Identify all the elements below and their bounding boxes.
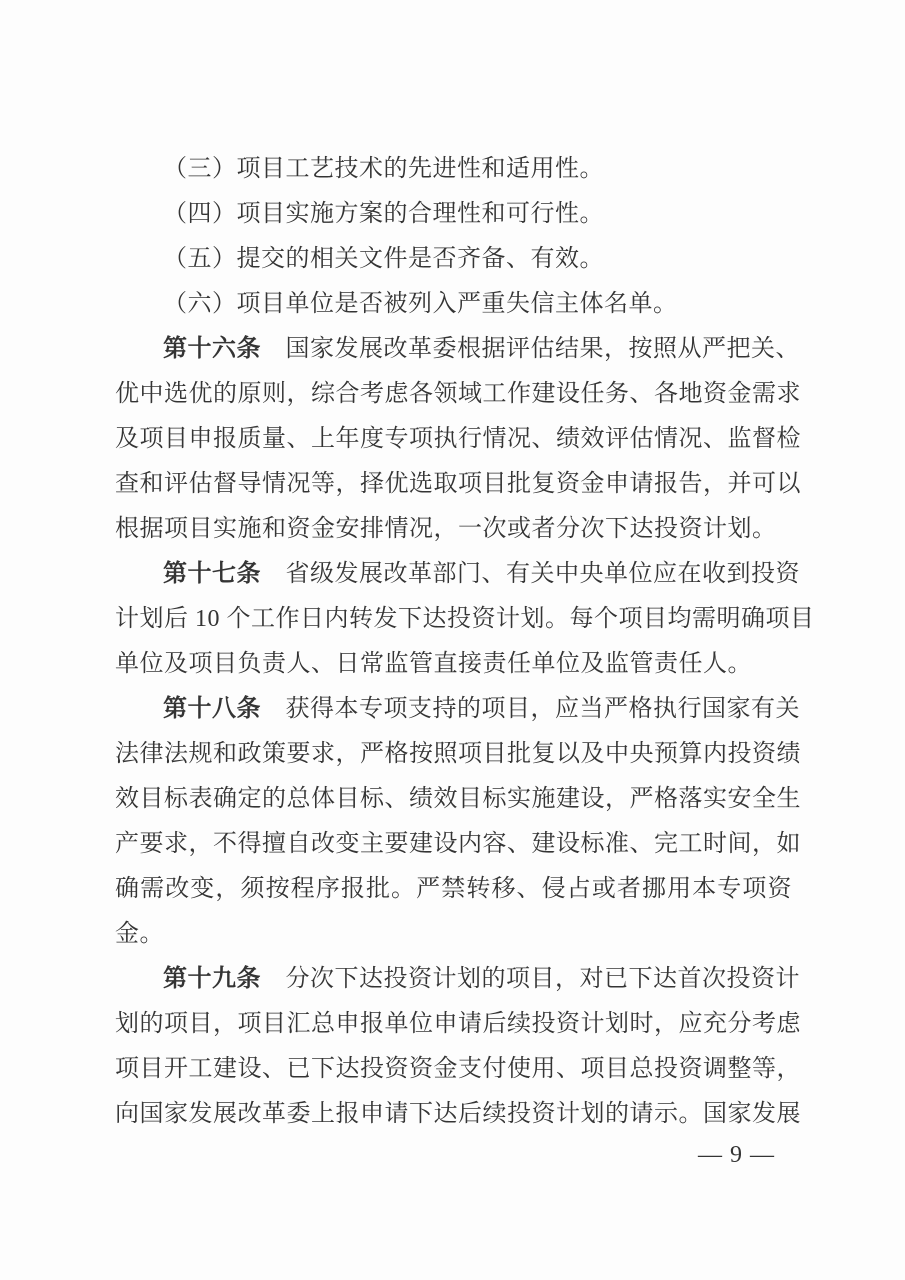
article-number: 第十七条 bbox=[163, 561, 261, 587]
text-line: 法律法规和政策要求，严格按照项目批复以及中央预算内投资绩 bbox=[115, 741, 801, 767]
text-line: 效目标表确定的总体目标、绩效目标实施建设，严格落实安全生 bbox=[115, 786, 801, 812]
text-line: 计划后 10 个工作日内转发下达投资计划。每个项目均需明确项目 bbox=[115, 606, 815, 632]
text-line: 优中选优的原则，综合考虑各领域工作建设任务、各地资金需求 bbox=[115, 381, 801, 407]
text-line: 划的项目，项目汇总申报单位申请后续投资计划时，应充分考虑 bbox=[115, 1011, 801, 1037]
text-line: 产要求，不得擅自改变主要建设内容、建设标准、完工时间，如 bbox=[115, 831, 801, 857]
text-line: 项目开工建设、已下达投资资金支付使用、项目总投资调整等， bbox=[115, 1056, 801, 1082]
article-first-line: 第十七条 省级发展改革部门、有关中央单位应在收到投资 bbox=[163, 561, 800, 587]
text-line: （三）项目工艺技术的先进性和适用性。 bbox=[163, 156, 604, 182]
article-number: 第十八条 bbox=[163, 696, 261, 722]
text-line: 单位及项目负责人、日常监管直接责任单位及监管责任人。 bbox=[115, 651, 752, 677]
text-line: 根据项目实施和资金安排情况，一次或者分次下达投资计划。 bbox=[115, 516, 777, 542]
page-footer bbox=[698, 1140, 775, 1170]
article-first-line: 第十六条 国家发展改革委根据评估结果，按照从严把关、 bbox=[163, 336, 800, 362]
text-line: （四）项目实施方案的合理性和可行性。 bbox=[163, 201, 604, 227]
article-number: 第十九条 bbox=[163, 966, 261, 992]
text-line: （六）项目单位是否被列入严重失信主体名单。 bbox=[163, 291, 678, 317]
text-line: 向国家发展改革委上报申请下达后续投资计划的请示。国家发展 bbox=[115, 1101, 801, 1127]
text-line: （五）提交的相关文件是否齐备、有效。 bbox=[163, 246, 604, 272]
text-line: 金。 bbox=[115, 921, 164, 947]
text-line: 及项目申报质量、上年度专项执行情况、绩效评估情况、监督检 bbox=[115, 426, 801, 452]
text-line: 查和评估督导情况等，择优选取项目批复资金申请报告，并可以 bbox=[115, 471, 801, 497]
article-number: 第十六条 bbox=[163, 336, 261, 362]
article-first-line: 第十九条 分次下达投资计划的项目，对已下达首次投资计 bbox=[163, 966, 800, 992]
page-number: — 9 — bbox=[698, 1142, 775, 1168]
document-body bbox=[115, 147, 815, 1137]
article-first-line: 第十八条 获得本专项支持的项目，应当严格执行国家有关 bbox=[163, 696, 800, 722]
text-line: 确需改变，须按程序报批。严禁转移、侵占或者挪用本专项资 bbox=[115, 876, 792, 902]
